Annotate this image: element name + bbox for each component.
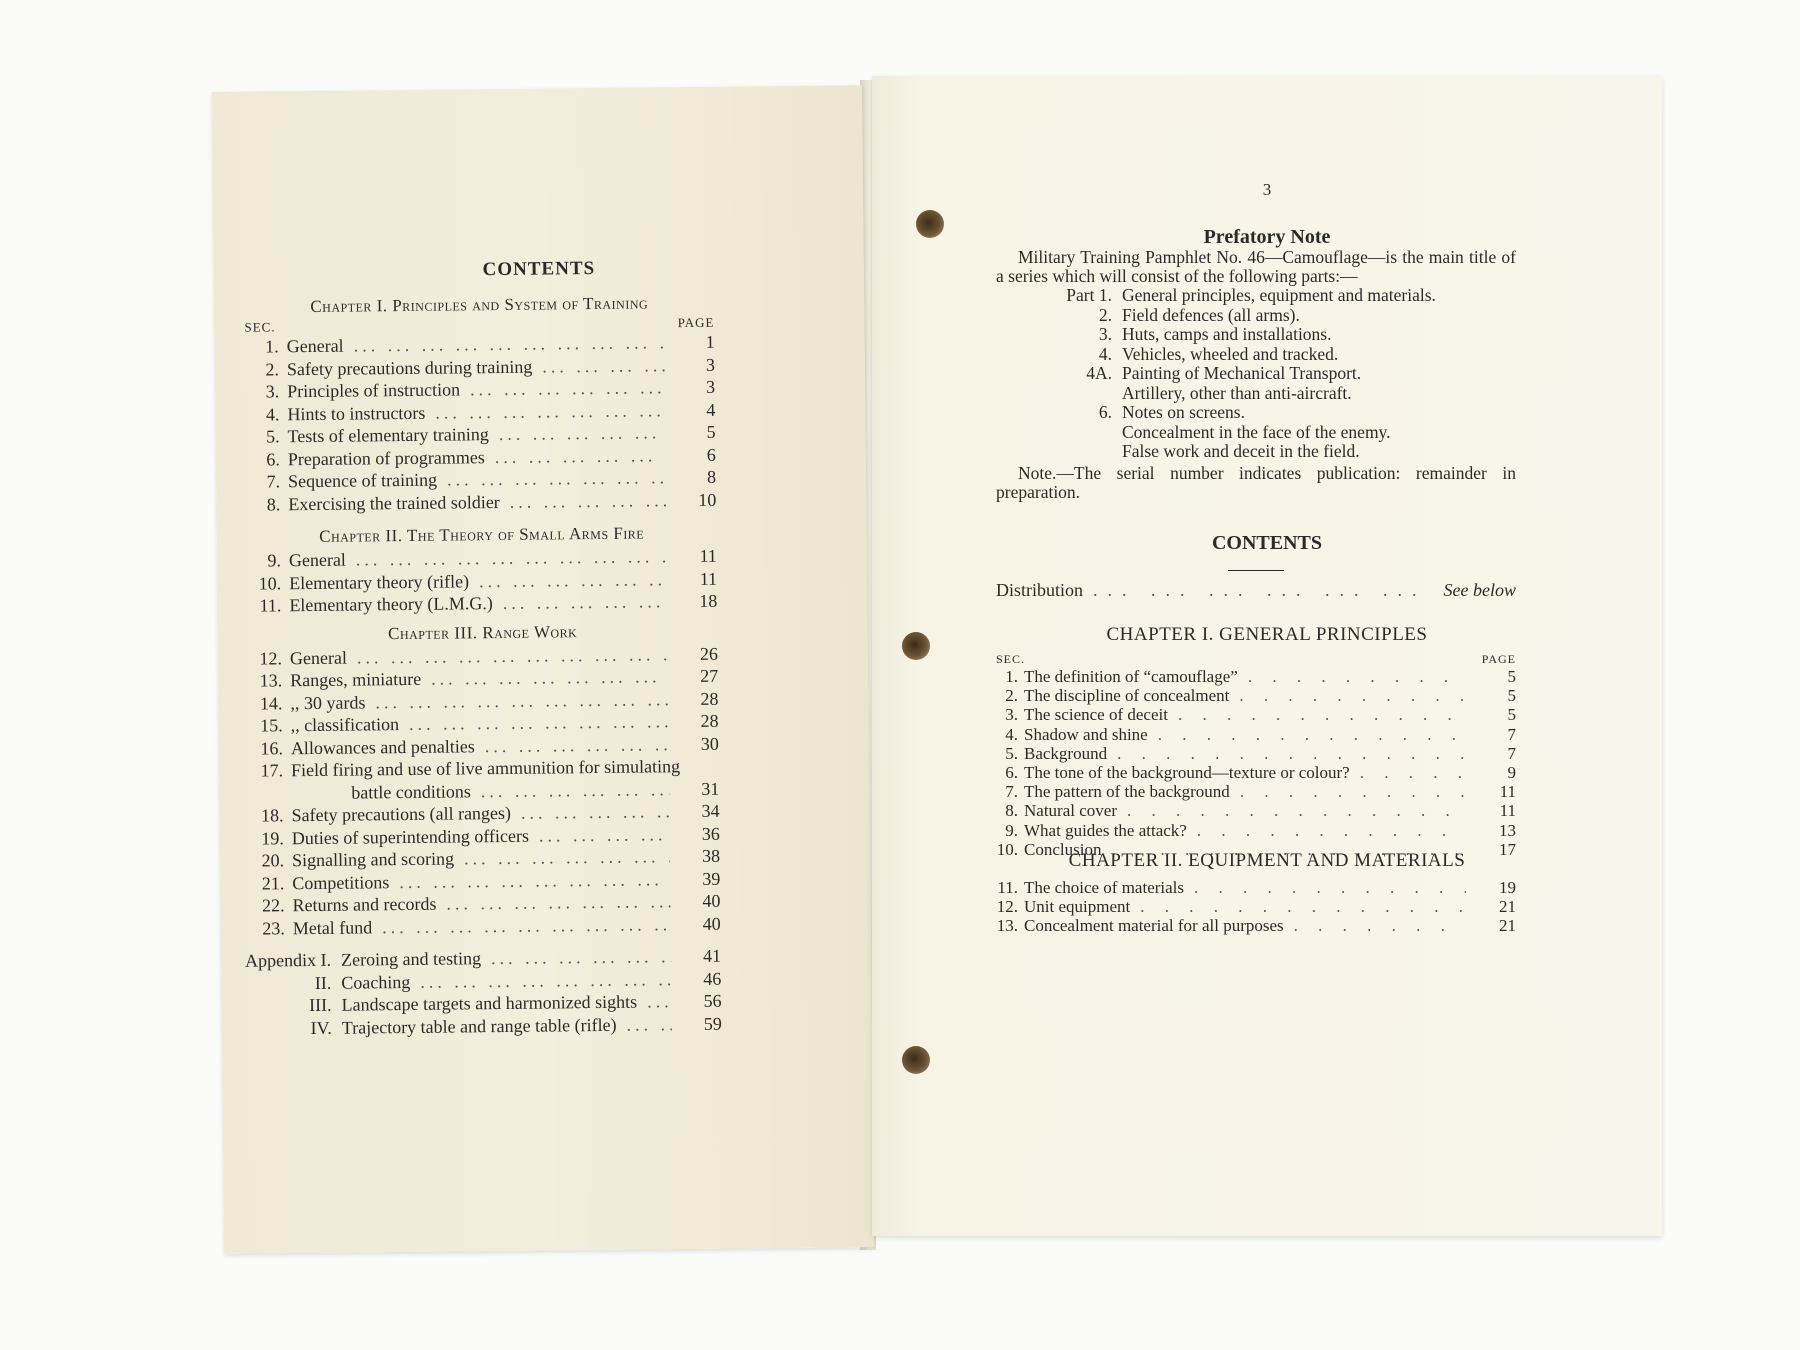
entry-title: Concealment material for all purposes	[1024, 916, 1284, 936]
page-number: 3	[706, 376, 716, 397]
contents-heading-right: CONTENTS	[1211, 532, 1323, 554]
chapter-heading: Chapter II. The Theory of Small Arms Fire	[319, 523, 645, 546]
part-item	[996, 384, 1516, 404]
toc-entry	[996, 916, 1516, 935]
part-text: General principles, equipment and materials.	[1122, 285, 1436, 305]
leader-dots	[375, 688, 668, 714]
section-number: 10.	[258, 572, 282, 594]
chapter-2-section	[996, 878, 1516, 936]
page-number: 5	[706, 421, 716, 442]
part-text: Huts, camps and installations.	[1122, 324, 1332, 344]
page-number: 26	[699, 643, 719, 664]
entry-title: Safety precautions during training	[286, 356, 533, 379]
entry-title: Competitions	[292, 871, 390, 893]
leader-dots	[1360, 763, 1466, 782]
entry-title: The science of deceit	[1024, 705, 1168, 725]
entry-title: Returns and records	[292, 893, 437, 916]
leader-dots	[1117, 744, 1466, 763]
toc-entry	[996, 744, 1516, 763]
section-number: 20.	[261, 850, 285, 871]
entry-title: Sequence of training	[287, 469, 438, 492]
leader-dots	[1294, 916, 1466, 935]
entry-title: Principles of instruction	[287, 379, 461, 402]
prefatory-text: Military Training Pamphlet No. 46—Camouflage—is the main title of a series which will consist of the following parts:—	[996, 247, 1516, 286]
leader-dots	[409, 710, 669, 735]
toc-entry	[251, 912, 721, 939]
entry-title: Tests of elementary training	[287, 424, 489, 447]
leader-dots	[542, 354, 665, 378]
page-number: 56	[703, 990, 722, 1011]
page-number: 8	[706, 466, 717, 487]
leader-dots	[464, 845, 670, 870]
section-number: 16.	[260, 737, 283, 759]
section-number: 6.	[1005, 763, 1018, 783]
leader-dots	[447, 466, 666, 491]
toc-entry	[996, 897, 1516, 916]
page-number: 3	[705, 354, 715, 375]
leader-dots	[356, 545, 667, 571]
page-number: 6	[706, 444, 716, 465]
part-number	[996, 423, 1112, 443]
section-number: 9.	[1005, 820, 1018, 840]
page-number: 41	[702, 945, 722, 966]
entry-title: Safety precautions (all ranges)	[291, 802, 512, 826]
page-number: 7	[1507, 724, 1516, 744]
part-number	[996, 384, 1112, 404]
part-item	[996, 345, 1516, 365]
punch-hole	[916, 210, 944, 238]
page-number: 28	[700, 710, 719, 731]
page-number: 21	[1499, 897, 1516, 917]
leader-dots	[431, 665, 668, 690]
leader-dots	[626, 1013, 672, 1036]
entry-title: Shadow and shine	[1024, 724, 1148, 744]
leader-dots	[446, 890, 670, 915]
part-number: 3.	[1098, 324, 1112, 344]
chapter-heading: Chapter III. Range Work	[387, 621, 578, 643]
entry-title: Natural cover	[1024, 801, 1117, 821]
punch-hole	[902, 632, 930, 660]
sec-label: SEC.	[996, 652, 1026, 666]
page-number: 11	[699, 545, 717, 566]
entry-title: Field firing and use of live ammunition for simulating	[291, 756, 681, 781]
contents-heading: CONTENTS	[482, 257, 596, 281]
page-number: 7	[1507, 743, 1516, 763]
part-number: 4A.	[1086, 363, 1112, 383]
section-number: 1.	[1005, 667, 1018, 686]
section-number: 17.	[260, 760, 284, 781]
page-number: 30	[700, 733, 719, 754]
part-text: Vehicles, wheeled and tracked.	[1122, 343, 1339, 364]
entry-title: The definition of “camouflage”	[1024, 667, 1238, 686]
section-number: 5.	[266, 426, 280, 447]
part-item	[996, 286, 1516, 306]
section-number: 4.	[265, 403, 280, 424]
part-number: 4.	[1098, 343, 1112, 364]
part-item	[996, 423, 1516, 443]
leader-dots	[1158, 725, 1466, 744]
part-number: 2.	[1098, 304, 1112, 325]
entry-title: Duties of superintending officers	[291, 825, 530, 848]
leader-dots	[521, 800, 670, 824]
section-number: 2.	[1005, 686, 1018, 706]
leader-dots	[435, 399, 665, 424]
chapter-heading-right: CHAPTER I. GENERAL PRINCIPLES	[1106, 624, 1428, 645]
part-text: Concealment in the face of the enemy.	[1122, 421, 1391, 442]
entry-title: The pattern of the background	[1024, 782, 1230, 802]
page-number: 18	[699, 590, 718, 611]
part-number: Part 1.	[1066, 285, 1112, 305]
section-number: 19.	[261, 827, 284, 849]
page-number: 13	[1499, 820, 1516, 840]
section-number: 2.	[265, 358, 280, 379]
leader-dots	[1178, 705, 1466, 724]
chapter-heading-right: CHAPTER II. EQUIPMENT AND MATERIALS	[1068, 850, 1466, 871]
prefatory-title: Prefatory Note	[1203, 226, 1331, 248]
leader-dots	[1197, 821, 1466, 840]
toc-entry	[247, 590, 717, 617]
entry-title: Exercising the trained soldier	[288, 491, 500, 514]
entry-title: General	[286, 335, 344, 357]
leader-dots	[1240, 782, 1466, 801]
section-number: 22.	[261, 895, 285, 916]
entry-title: Background	[1024, 743, 1108, 763]
section-number: 14.	[259, 692, 283, 714]
page-label: PAGE	[677, 314, 715, 331]
appendix-label: III.	[308, 994, 332, 1016]
leader-dots	[354, 331, 665, 357]
heading-rule	[1228, 570, 1284, 571]
page-number: 27	[700, 665, 719, 686]
part-text: Notes on screens.	[1122, 402, 1245, 422]
section-number: 12.	[259, 647, 283, 669]
page-number: 28	[700, 688, 719, 709]
leader-dots	[1093, 580, 1434, 601]
punch-hole	[902, 1046, 930, 1074]
chapter-3-entries	[248, 642, 721, 939]
part-text: Painting of Mechanical Transport.	[1122, 363, 1362, 383]
page-number: 3	[1262, 180, 1272, 199]
publication-note: Note.—The serial number indicates publication: remainder in preparation.	[996, 462, 1516, 502]
part-item	[996, 403, 1516, 423]
page-number: 4	[706, 399, 716, 420]
leader-dots	[1194, 878, 1466, 897]
part-number: 6.	[1098, 402, 1112, 422]
entry-title: Trajectory table and range table (rifle)	[341, 1014, 617, 1038]
entry-title: General	[289, 647, 347, 668]
right-page	[872, 76, 1662, 1236]
leader-dots	[485, 733, 669, 757]
entry-title: Signalling and scoring	[291, 848, 455, 871]
page-number: 9	[1507, 763, 1516, 783]
page-number: 5	[1507, 667, 1516, 686]
page-number: 34	[701, 800, 720, 821]
page-number: 21	[1499, 916, 1516, 936]
page-number: 19	[1499, 878, 1516, 897]
page-number: 39	[702, 868, 721, 889]
distribution-page: See below	[1443, 580, 1516, 600]
toc-entry	[996, 705, 1516, 724]
entry-title: Zeroing and testing	[340, 948, 482, 970]
toc-entry	[996, 878, 1516, 897]
part-item	[996, 306, 1516, 326]
page-number: 5	[1507, 705, 1516, 725]
section-number: 7.	[1005, 782, 1018, 802]
leader-dots	[481, 778, 670, 802]
page-number: 36	[701, 823, 720, 844]
column-labels	[996, 652, 1516, 667]
leader-dots	[470, 376, 665, 401]
page-number: 10	[698, 489, 717, 510]
toc-entry	[996, 763, 1516, 782]
toc-entry	[996, 801, 1516, 820]
entry-title: Metal fund	[292, 916, 373, 938]
section-number: 5.	[1005, 743, 1018, 763]
section-number: 21.	[261, 872, 285, 894]
page-number: 11	[1499, 801, 1516, 821]
entry-title: Coaching	[341, 971, 411, 993]
toc-entry	[996, 686, 1516, 705]
part-item	[996, 442, 1516, 462]
entry-title: Allowances and penalties	[290, 735, 475, 758]
page-number: 40	[702, 890, 721, 911]
entry-title: battle conditions	[351, 780, 471, 803]
page-number: 17	[1499, 839, 1516, 859]
section-number: 8.	[1005, 801, 1018, 821]
part-item	[996, 364, 1516, 384]
section-number: 3.	[1005, 705, 1018, 725]
leader-dots	[510, 489, 667, 513]
entry-title: Preparation of programmes	[287, 446, 485, 469]
right-chapter-2-entries	[996, 878, 1516, 936]
leader-dots	[499, 421, 666, 445]
leader-dots	[647, 990, 672, 1013]
entry-title: Hints to instructors	[287, 402, 426, 424]
section-number: 23.	[262, 917, 285, 939]
entry-title: ,, classification	[290, 714, 400, 736]
toc-entry	[996, 725, 1516, 744]
page-number: 31	[701, 778, 720, 799]
entry-title: The choice of materials	[1024, 878, 1185, 897]
leader-dots	[399, 868, 670, 893]
leader-dots	[539, 823, 670, 847]
section-number: 13.	[996, 916, 1018, 936]
leader-dots	[382, 913, 671, 939]
entry-title: The tone of the background—texture or colour?	[1024, 763, 1350, 783]
toc-entry	[996, 821, 1516, 840]
section-number: 3.	[265, 381, 280, 402]
leader-dots	[1140, 897, 1466, 916]
section-number: 15.	[260, 715, 283, 736]
entry-title: What guides the attack?	[1024, 820, 1187, 840]
appendix-entries	[245, 945, 722, 1040]
section-number: 18.	[260, 805, 284, 826]
distribution-label: Distribution	[996, 580, 1084, 600]
leader-dots	[1239, 686, 1466, 705]
sec-label: SEC.	[244, 319, 276, 335]
section-number: 1.	[265, 336, 279, 357]
leader-dots	[495, 444, 666, 468]
part-text: Artillery, other than anti-aircraft.	[1122, 382, 1352, 403]
chapter-heading: Chapter I. Principles and System of Training	[310, 293, 649, 316]
parts-list	[996, 286, 1516, 462]
part-text: Field defences (all arms).	[1122, 304, 1300, 325]
distribution-row	[996, 580, 1516, 601]
leader-dots	[503, 590, 668, 614]
toc-entry	[996, 782, 1516, 801]
entry-title: ,, 30 yards	[290, 691, 366, 713]
appendix-label: II.	[314, 972, 332, 993]
page-number: 11	[1499, 782, 1516, 802]
section-number: 11.	[259, 595, 282, 616]
section-number: 13.	[259, 670, 283, 691]
part-item	[996, 325, 1516, 345]
prefatory-note	[996, 248, 1516, 502]
page-number: 46	[703, 968, 722, 989]
chapter-1-section	[996, 652, 1516, 859]
page-number: 11	[699, 568, 718, 589]
part-text: False work and deceit in the field.	[1122, 441, 1360, 461]
chapter-1-entries	[245, 331, 717, 516]
left-contents-body	[244, 287, 722, 1040]
part-number	[996, 442, 1112, 462]
section-number: 10.	[996, 839, 1018, 859]
toc-entry	[246, 488, 716, 515]
right-chapter-1-entries	[996, 667, 1516, 859]
entry-title: Unit equipment	[1024, 897, 1131, 917]
entry-title: Ranges, miniature	[290, 668, 422, 691]
section-number: 11.	[997, 878, 1018, 897]
appendix-label: IV.	[310, 1017, 332, 1038]
entry-title: Conclusion	[1024, 839, 1102, 859]
leader-dots	[357, 643, 668, 669]
leader-dots	[1248, 667, 1466, 686]
leader-dots	[491, 945, 671, 969]
entry-title: Elementary theory (rifle)	[289, 570, 470, 593]
leader-dots	[479, 568, 667, 592]
entry-title: Landscape targets and harmonized sights	[341, 991, 638, 1015]
entry-title: General	[288, 549, 346, 571]
leader-dots	[1127, 801, 1466, 820]
appendix-entry	[212, 1012, 722, 1040]
page-number: 5	[1507, 686, 1516, 706]
section-number: 12.	[996, 897, 1018, 917]
leader-dots	[420, 968, 671, 993]
page-number: 40	[702, 913, 721, 934]
left-page	[212, 85, 874, 1254]
section-number: 7.	[266, 471, 281, 492]
entry-title: Elementary theory (L.M.G.)	[289, 593, 493, 616]
section-number: 8.	[266, 493, 281, 514]
page-number: 38	[701, 845, 721, 866]
page-label: PAGE	[1481, 652, 1516, 666]
toc-entry	[996, 667, 1516, 686]
section-number: 9.	[267, 550, 282, 571]
appendix-label: Appendix I.	[245, 949, 332, 971]
page-number: 59	[703, 1013, 722, 1034]
section-number: 4.	[1005, 724, 1018, 744]
entry-title: The discipline of concealment	[1024, 686, 1230, 706]
chapter-2-entries	[247, 545, 718, 617]
section-number: 6.	[266, 448, 280, 469]
page-number: 1	[705, 331, 715, 352]
